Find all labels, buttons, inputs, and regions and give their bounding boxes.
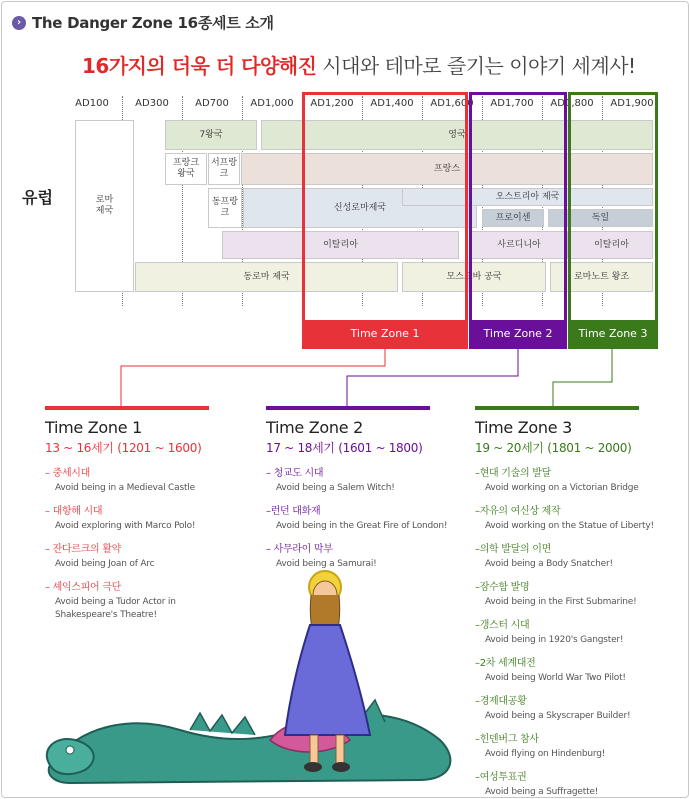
item-desc: Avoid being Joan of Arc (55, 559, 155, 569)
list-item (475, 616, 685, 647)
zone1-title: Time Zone 1 (45, 418, 142, 437)
list-item (475, 502, 685, 533)
list-item (45, 502, 255, 533)
zone3-title: Time Zone 3 (475, 418, 572, 437)
year-label: AD1,400 (370, 98, 414, 109)
block-moscow-principality: 모스크바 공국 (402, 262, 546, 292)
zone3-bar (475, 406, 639, 410)
block-romanov-dynasty: 로마노트 왕조 (550, 262, 653, 292)
block-eastern-roman-empire: 동로마 제국 (135, 262, 398, 292)
list-item (475, 464, 685, 495)
zone3-range: 19 ~ 20세기 (1801 ~ 2000) (475, 441, 632, 455)
list-item (45, 464, 255, 495)
zone2-column (266, 406, 476, 578)
list-item (475, 730, 685, 761)
block-west-frankish: 서프랑크 (208, 153, 240, 185)
chevron-right-icon: › (12, 16, 26, 30)
item-desc: Avoid being a Skyscraper Builder! (485, 711, 631, 721)
block-austrian-empire: 오스트리아 제국 (402, 188, 653, 206)
headline-highlight: 16가지의 더욱 더 다양해진 (82, 54, 317, 78)
item-title: – 사무라이 막부 (266, 544, 333, 555)
zone3-connector (553, 349, 612, 406)
item-title: –현대 기술의 발달 (475, 468, 551, 479)
item-title: –갱스터 시대 (475, 620, 530, 631)
block-holy-roman-empire: 신성로마제국 (243, 188, 477, 228)
item-desc: Avoid being in a Medieval Castle (55, 483, 195, 493)
item-desc: Avoid being in 1920's Gangster! (485, 635, 624, 645)
item-desc: Avoid working on the Statue of Liberty! (485, 521, 654, 531)
item-title: –경제대공황 (475, 696, 527, 707)
list-item (475, 654, 685, 685)
item-title: – 청교도 시대 (266, 468, 324, 479)
section-title: The Danger Zone 16종세트 소개 (32, 14, 274, 32)
item-title: –자유의 여신상 제작 (475, 506, 561, 517)
block-italy-modern: 이탈리아 (570, 231, 653, 259)
item-title: –의학 발달의 이면 (475, 544, 551, 555)
zone1-label: Time Zone 1 (305, 320, 465, 346)
year-label: AD1,000 (250, 98, 294, 109)
item-desc: Avoid exploring with Marco Polo! (55, 521, 196, 531)
item-desc: Avoid being a Tudor Actor in Shakespeare's Theatre! (55, 597, 176, 620)
zone2-bar (266, 406, 430, 410)
block-france: 프랑스 (241, 153, 653, 185)
block-italy: 이탈리아 (222, 231, 459, 259)
item-title: –여성투표권 (475, 772, 527, 783)
item-desc: Avoid being World War Two Pilot! (485, 673, 626, 683)
block-england: 영국 (261, 120, 653, 150)
zone2-title: Time Zone 2 (266, 418, 363, 437)
list-item (475, 692, 685, 723)
list-item (266, 464, 476, 495)
zone1-bar (45, 406, 209, 410)
year-label: AD700 (195, 98, 229, 109)
year-label: AD1,700 (490, 98, 534, 109)
item-desc: Avoid being a Suffragette! (485, 787, 599, 797)
year-label: AD1,800 (550, 98, 594, 109)
block-east-frankish: 동프랑크 (208, 188, 242, 228)
item-title: – 잔다르크의 활약 (45, 544, 121, 555)
block-frankish-kingdom: 프랑크 왕국 (165, 153, 207, 185)
block-roman-empire: 로마 제국 (75, 120, 134, 292)
zone1-connector (121, 349, 385, 406)
year-label: AD300 (135, 98, 169, 109)
item-title: – 대항해 시대 (45, 506, 103, 517)
year-label: AD1,200 (310, 98, 354, 109)
year-label: AD1,900 (610, 98, 654, 109)
item-title: –런던 대화재 (266, 506, 321, 517)
item-title: –힌덴버그 참사 (475, 734, 539, 745)
zone2-label: Time Zone 2 (472, 320, 564, 346)
item-title: –잠수함 발명 (475, 582, 530, 593)
block-prussia: 프로이센 (482, 209, 544, 227)
item-title: – 중세시대 (45, 468, 91, 479)
list-item (475, 578, 685, 609)
block-germany: 독일 (548, 209, 653, 227)
zone2-range: 17 ~ 18세기 (1601 ~ 1800) (266, 441, 423, 455)
block-sardinia: 사르디니아 (470, 231, 568, 259)
year-label: AD1,600 (430, 98, 474, 109)
item-title: – 셰익스피어 극단 (45, 582, 121, 593)
item-desc: Avoid being in the First Submarine! (485, 597, 637, 607)
zone2-connector (347, 349, 518, 406)
item-desc: Avoid being a Salem Witch! (276, 483, 395, 493)
item-desc: Avoid working on a Victorian Bridge (485, 483, 639, 493)
item-desc: Avoid being in the Great Fire of London! (276, 521, 448, 531)
list-item (266, 502, 476, 533)
headline-rest: 시대와 테마로 즐기는 이야기 세계사! (316, 54, 636, 78)
block-seven-kingdoms: 7왕국 (165, 120, 257, 150)
year-label: AD100 (75, 98, 109, 109)
zone3-column (475, 406, 685, 799)
zone3-label: Time Zone 3 (571, 320, 655, 346)
item-desc: Avoid being a Samurai! (276, 559, 377, 569)
dragon-girl-illustration (40, 565, 470, 795)
list-item (475, 768, 685, 799)
item-desc: Avoid flying on Hindenburg! (485, 749, 606, 759)
list-item (475, 540, 685, 571)
region-label: 유럽 (22, 188, 53, 207)
zone1-range: 13 ~ 16세기 (1201 ~ 1600) (45, 441, 202, 455)
item-desc: Avoid being a Body Snatcher! (485, 559, 613, 569)
item-title: –2차 세계대전 (475, 658, 536, 669)
